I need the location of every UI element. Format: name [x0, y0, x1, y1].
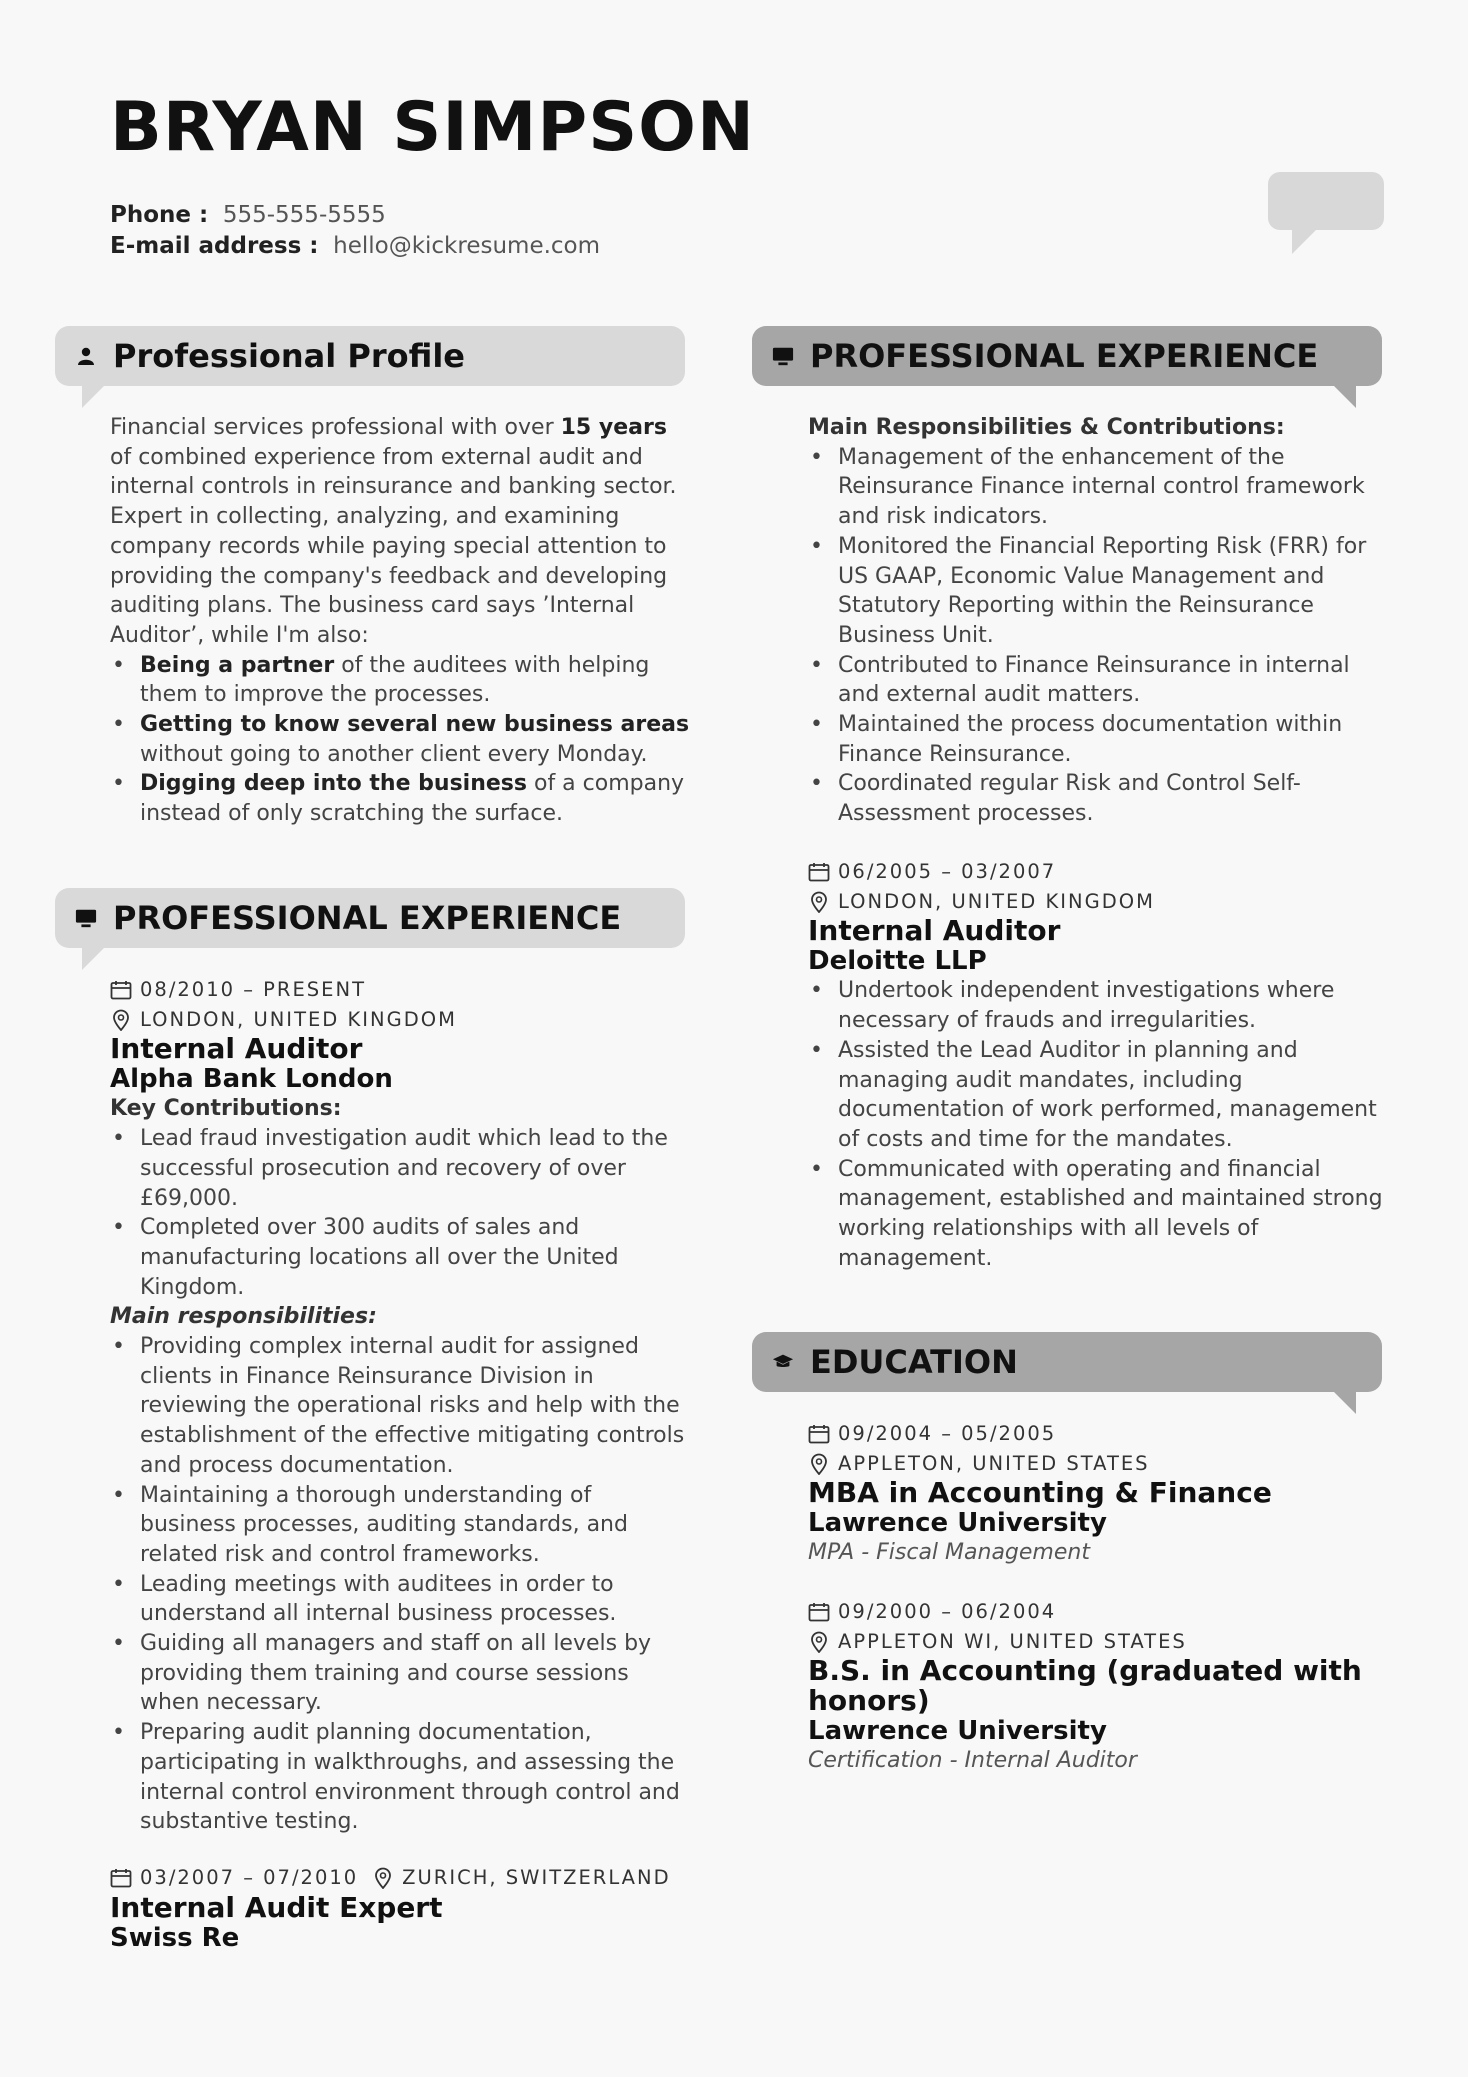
experience-right-header-tail — [1332, 384, 1356, 408]
candidate-name: BRYAN SIMPSON — [110, 88, 755, 167]
bullet-bold: Getting to know several new business areas — [140, 712, 690, 738]
email-value: hello@kickresume.com — [333, 233, 601, 259]
list-item: • Providing complex internal audit for assigned clients in Finance Reinsurance Division in reviewing the operational risks and help with the establishment of the effective mitigating controls and process documentation. — [140, 1332, 690, 1481]
phone-label: Phone : — [110, 202, 209, 228]
list-item — [140, 651, 690, 710]
profile-intro-part2: of combined experience from external audit and internal controls in reinsurance and banking sector. Expert in collecting, analyzing, and examining company records while paying special attention to providing the company's feedback and developing auditing plans. The business card says ’Internal Auditor’, while I'm also: — [110, 444, 677, 648]
list-item: • Maintaining a thorough understanding of business processes, auditing standards, and related risk and control frameworks. — [140, 1481, 690, 1570]
edu2-school: Lawrence University — [808, 1716, 1107, 1747]
decorative-speech-bubble — [1268, 172, 1384, 230]
profile-header-tail — [82, 384, 106, 408]
experience-right-block — [808, 413, 1388, 829]
job3-company: Deloitte LLP — [808, 946, 987, 977]
job3-dates: 06/2005 – 03/2007 — [838, 860, 1057, 883]
edu1-dates: 09/2004 – 05/2005 — [838, 1422, 1057, 1445]
calendar-icon — [808, 1602, 830, 1622]
experience-right-section-header — [752, 326, 1382, 386]
exp-right-responsibilities — [808, 443, 1388, 829]
email-label: E-mail address : — [110, 233, 319, 259]
job2-block — [110, 1863, 750, 1953]
edu1-dates-row — [808, 1419, 1388, 1449]
edu1-note: MPA - Fiscal Management — [808, 1540, 1090, 1566]
list-item: • Assisted the Lead Auditor in planning and managing audit mandates, including documentation of work performed, management of costs and time for the mandates. — [838, 1036, 1388, 1155]
bullet-text: without going to another client every Monday. — [140, 741, 648, 767]
location-pin-icon — [808, 1631, 830, 1653]
education-item-2 — [808, 1597, 1388, 1776]
bullet-text: of a company instead of only scratching the surface. — [140, 771, 685, 827]
job1-location-row — [110, 1005, 690, 1035]
list-item: • Preparing audit planning documentation, participating in walkthroughs, and assessing the internal control environment through control and substantive testing. — [140, 1718, 690, 1837]
job1-responsibilities — [110, 1332, 690, 1837]
edu2-location: APPLETON WI, UNITED STATES — [838, 1629, 1187, 1653]
job3-bullets — [808, 976, 1388, 1273]
location-pin-icon — [808, 1453, 830, 1475]
job2-title: Internal Audit Expert — [110, 1890, 443, 1924]
profile-section-header — [55, 326, 685, 386]
job3-block — [808, 857, 1388, 1273]
edu1-location: APPLETON, UNITED STATES — [838, 1451, 1150, 1475]
experience-right-heading: PROFESSIONAL EXPERIENCE — [810, 337, 1319, 375]
education-header-tail — [1332, 1390, 1356, 1414]
list-item: • Maintained the process documentation within Finance Reinsurance. — [838, 710, 1388, 769]
edu1-location-row — [808, 1449, 1388, 1479]
edu2-note: Certification - Internal Auditor — [808, 1748, 1137, 1774]
location-pin-icon — [372, 1867, 394, 1889]
profile-bullets — [110, 651, 690, 829]
list-item: • Lead fraud investigation audit which lead to the successful prosecution and recovery of over £69,000. — [140, 1124, 690, 1213]
edu1-school: Lawrence University — [808, 1508, 1107, 1539]
job2-company: Swiss Re — [110, 1922, 240, 1953]
calendar-icon — [808, 862, 830, 882]
list-item: • Contributed to Finance Reinsurance in internal and external audit matters. — [838, 651, 1388, 710]
profile-intro-years: 15 years — [560, 415, 667, 440]
job2-location: ZURICH, SWITZERLAND — [402, 1866, 671, 1889]
job3-location-row — [808, 887, 1388, 917]
experience-left-header-tail — [82, 946, 106, 970]
list-item: • Guiding all managers and staff on all levels by providing them training and course sessions when necessary. — [140, 1629, 690, 1718]
job1-dates: 08/2010 – PRESENT — [140, 978, 366, 1001]
job3-title: Internal Auditor — [808, 914, 1061, 948]
education-heading: EDUCATION — [810, 1343, 1018, 1381]
monitor-icon — [75, 907, 97, 929]
calendar-icon — [110, 980, 132, 1000]
location-pin-icon — [110, 1009, 132, 1031]
exp-right-resp-label: Main Responsibilities & Contributions: — [808, 415, 1285, 440]
job1-location: LONDON, UNITED KINGDOM — [140, 1007, 457, 1031]
list-item: • Coordinated regular Risk and Control Self-Assessment processes. — [838, 769, 1388, 828]
job1-dates-row — [110, 975, 690, 1005]
job1-contrib-label: Key Contributions: — [110, 1096, 342, 1122]
monitor-icon — [772, 345, 794, 367]
edu1-degree: MBA in Accounting & Finance — [808, 1476, 1272, 1510]
job3-location: LONDON, UNITED KINGDOM — [838, 889, 1155, 913]
job1-company: Alpha Bank London — [110, 1064, 393, 1095]
list-item: • Completed over 300 audits of sales and manufacturing locations all over the United Kingdom. — [140, 1213, 690, 1302]
calendar-icon — [110, 1868, 132, 1888]
job1-title: Internal Auditor — [110, 1032, 363, 1066]
profile-heading: Professional Profile — [113, 337, 465, 375]
job1-contributions — [110, 1124, 690, 1302]
bullet-bold: Being a partner — [140, 652, 335, 678]
profile-summary — [110, 413, 690, 829]
education-item-1 — [808, 1419, 1388, 1568]
calendar-icon — [808, 1424, 830, 1444]
bullet-bold: Digging deep into the business — [140, 771, 527, 797]
profile-intro-part1: Financial services professional with over — [110, 415, 561, 440]
job2-meta-row — [110, 1863, 750, 1893]
phone-value: 555-555-5555 — [222, 202, 386, 228]
graduation-cap-icon — [772, 1351, 794, 1373]
edu2-location-row — [808, 1627, 1388, 1657]
user-icon — [75, 345, 97, 367]
job1-resp-label: Main responsibilities: — [110, 1304, 377, 1330]
list-item — [140, 769, 690, 828]
edu2-degree: B.S. in Accounting (graduated with honors) — [808, 1654, 1362, 1718]
list-item — [140, 710, 690, 769]
bullet-text: of the auditees with helping them to improve the processes. — [140, 652, 650, 708]
edu2-dates: 09/2000 – 06/2004 — [838, 1600, 1057, 1623]
location-pin-icon — [808, 891, 830, 913]
job1-block — [110, 975, 690, 1837]
list-item: • Monitored the Financial Reporting Risk (FRR) for US GAAP, Economic Value Management and Statutory Reporting within the Reinsurance Business Unit. — [838, 532, 1388, 651]
decorative-speech-bubble-tail — [1292, 228, 1318, 254]
experience-left-heading: PROFESSIONAL EXPERIENCE — [113, 899, 622, 937]
experience-left-section-header — [55, 888, 685, 948]
job2-dates: 03/2007 – 07/2010 — [140, 1866, 359, 1889]
contact-block — [110, 200, 600, 262]
education-section-header — [752, 1332, 1382, 1392]
list-item: • Undertook independent investigations where necessary of frauds and irregularities. — [838, 976, 1388, 1035]
list-item: • Communicated with operating and financial management, established and maintained strong working relationships with all levels of management. — [838, 1155, 1388, 1274]
list-item: • Leading meetings with auditees in order to understand all internal business processes. — [140, 1570, 690, 1629]
edu2-dates-row — [808, 1597, 1388, 1627]
list-item: • Management of the enhancement of the Reinsurance Finance internal control framework and risk indicators. — [838, 443, 1388, 532]
job3-dates-row — [808, 857, 1388, 887]
